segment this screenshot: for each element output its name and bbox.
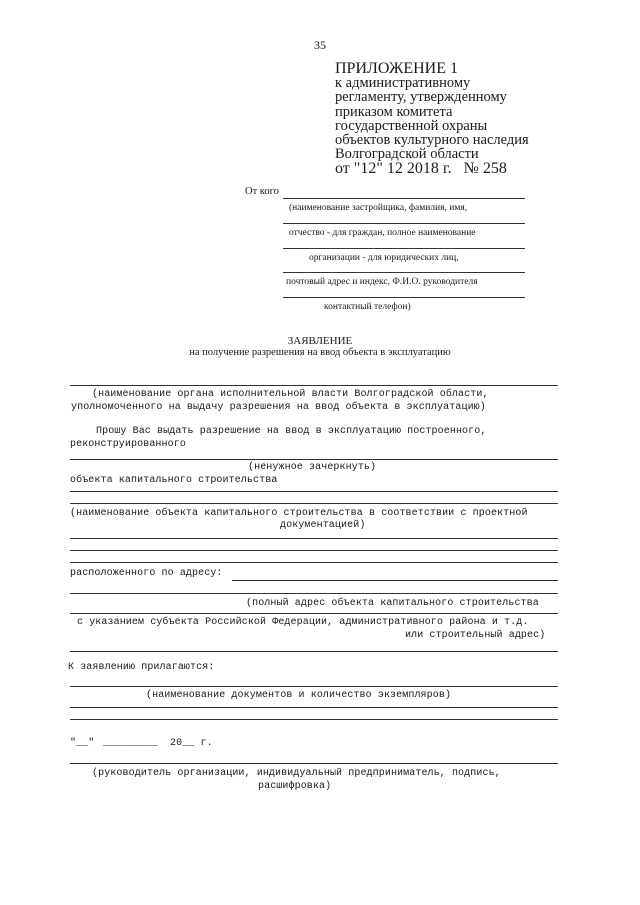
authority-caption: (наименование органа исполнительной власти Волгоградской области,	[92, 389, 489, 400]
address-caption: (полный адрес объекта капитального строительства	[246, 598, 539, 609]
address-field-line[interactable]	[232, 580, 558, 581]
sender-field-line[interactable]	[283, 272, 525, 273]
address-field-line[interactable]	[70, 613, 558, 614]
sender-caption: (наименование застройщика, фамилия, имя,	[289, 203, 468, 213]
sender-label: От кого	[245, 186, 279, 197]
object-field-line[interactable]	[70, 538, 558, 539]
cross-out-caption: (ненужное зачеркнуть)	[248, 462, 377, 473]
sender-caption: отчество - для граждан, полное наименование	[289, 228, 476, 238]
authority-caption: уполномоченного на выдачу разрешения на ввод объекта в эксплуатацию)	[71, 402, 486, 413]
appendix-line: государственной охраны	[335, 117, 488, 134]
date-day[interactable]: "__"	[70, 738, 95, 749]
attachments-field-line[interactable]	[70, 686, 558, 687]
address-field-line[interactable]	[70, 651, 558, 652]
object-field-line[interactable]	[70, 550, 558, 551]
appendix-header	[335, 62, 529, 177]
object-field-line[interactable]	[70, 491, 558, 492]
page-number: 35	[314, 38, 326, 52]
object-name-caption: документацией)	[280, 520, 366, 531]
address-caption: с указанием субъекта Российской Федерации, административного района и т.д.	[77, 617, 529, 628]
sender-caption: контактный телефон)	[324, 302, 411, 312]
construction-type-field-line[interactable]	[70, 459, 558, 460]
sender-caption: почтовый адрес и индекс, Ф.И.О. руководителя	[286, 277, 478, 287]
signature-caption: (руководитель организации, индивидуальный предприниматель, подпись,	[92, 768, 501, 779]
document-title: ЗАЯВЛЕНИЕ	[287, 335, 353, 347]
signature-field-line[interactable]	[70, 763, 558, 764]
sender-field-line[interactable]	[283, 297, 525, 298]
appendix-line: регламенту, утвержденному	[335, 89, 507, 106]
date-year[interactable]: 20__ г.	[170, 738, 213, 749]
attachments-field-line[interactable]	[70, 707, 558, 708]
request-text: Прошу Вас выдать разрешение на ввод в эксплуатацию построенного,	[96, 426, 487, 437]
appendix-order-number: № 258	[463, 160, 507, 178]
object-field-line[interactable]	[70, 503, 558, 504]
signature-caption: расшифровка)	[258, 781, 332, 792]
sender-field-line[interactable]	[283, 198, 525, 199]
sender-field-line[interactable]	[283, 248, 525, 249]
date-month[interactable]: _________	[103, 738, 158, 749]
attachments-label: К заявлению прилагаются:	[68, 662, 215, 673]
address-caption: или строительный адрес)	[405, 630, 546, 641]
authority-field-line[interactable]	[70, 385, 558, 386]
appendix-title: ПРИЛОЖЕНИЕ 1	[335, 60, 459, 77]
address-label: расположенного по адресу:	[70, 568, 223, 579]
document-subtitle: на получение разрешения на ввод объекта в эксплуатацию	[189, 347, 451, 358]
appendix-order-date: от "12" 12 2018 г.	[335, 160, 452, 178]
object-label: объекта капитального строительства	[70, 475, 278, 486]
sender-caption: организации - для юридических лиц,	[309, 253, 459, 263]
appendix-line: Волгоградской области	[335, 146, 479, 163]
appendix-line: объектов культурного наследия	[335, 132, 529, 149]
attachments-field-line[interactable]	[70, 719, 558, 720]
appendix-order	[335, 162, 529, 176]
appendix-line: приказом комитета	[335, 103, 453, 120]
request-text: реконструированного	[70, 439, 186, 450]
address-field-line[interactable]	[70, 593, 558, 594]
attachments-caption: (наименование документов и количество экземпляров)	[146, 690, 452, 701]
appendix-line: к административному	[335, 75, 471, 92]
object-name-caption: (наименование объекта капитального строительства в соответствии с проектной	[70, 508, 528, 519]
object-field-line[interactable]	[70, 562, 558, 563]
sender-field-line[interactable]	[283, 223, 525, 224]
